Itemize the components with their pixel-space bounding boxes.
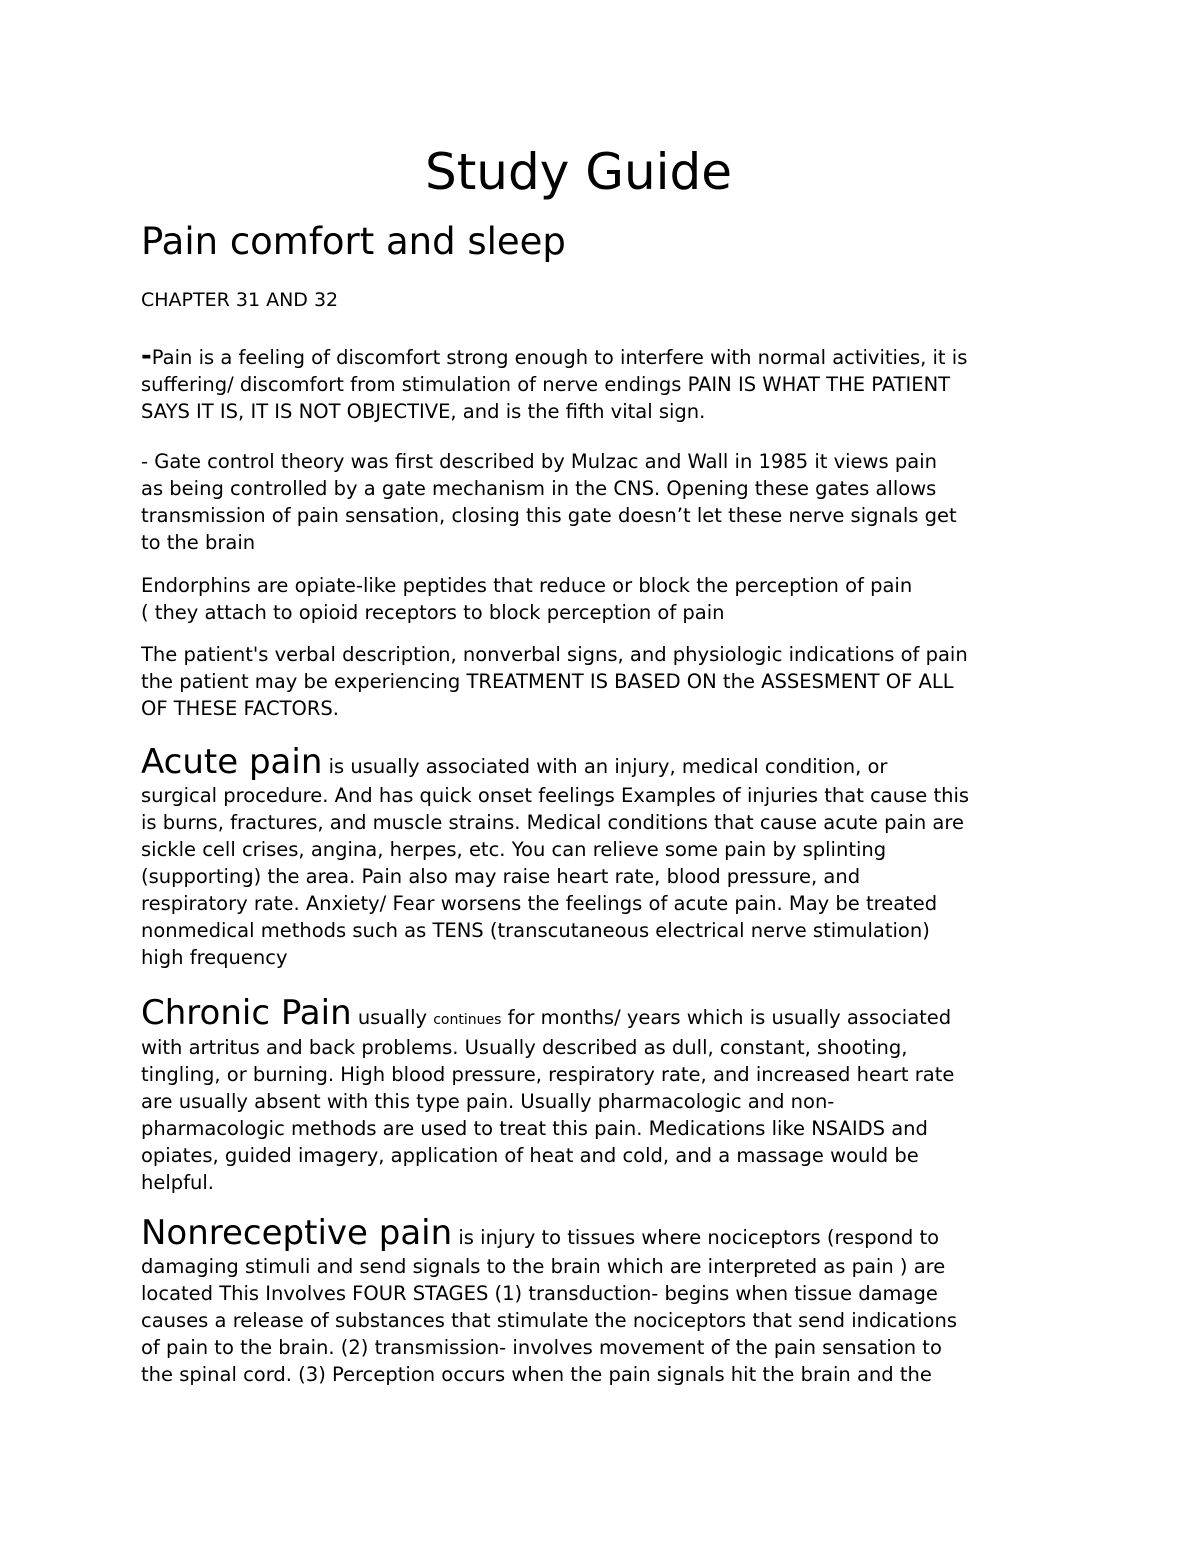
document-subtitle: Pain comfort and sleep bbox=[141, 220, 566, 263]
nonreceptive-pain-paragraph bbox=[141, 1213, 1061, 1388]
chronic-pain-term: Chronic Pain bbox=[141, 993, 352, 1033]
text-line: with artritus and back problems. Usually described as dull, constant, shooting, bbox=[141, 1036, 908, 1059]
text-line: causes a release of substances that stimulate the nociceptors that send indications bbox=[141, 1309, 957, 1332]
text-line: SAYS IT IS, IT IS NOT OBJECTIVE, and is the fifth vital sign. bbox=[141, 400, 706, 423]
endorphins-paragraph bbox=[141, 572, 1061, 626]
text-line: sickle cell crises, angina, herpes, etc. You can relieve some pain by splinting bbox=[141, 838, 887, 861]
text-line: located This Involves FOUR STAGES (1) transduction- begins when tissue damage bbox=[141, 1282, 938, 1305]
text-line: helpful. bbox=[141, 1171, 214, 1194]
text-line: Nonreceptive pain is injury to tissues where nociceptors (respond to bbox=[141, 1213, 940, 1253]
acute-pain-term: Acute pain bbox=[141, 742, 323, 782]
text-line: respiratory rate. Anxiety/ Fear worsens the feelings of acute pain. May be treated bbox=[141, 892, 938, 915]
text-line: ( they attach to opioid receptors to block perception of pain bbox=[141, 601, 725, 624]
text-line: the spinal cord. (3) Perception occurs when the pain signals hit the brain and the bbox=[141, 1363, 932, 1386]
text-line: OF THESE FACTORS. bbox=[141, 697, 339, 720]
text-line: Endorphins are opiate-like peptides that reduce or block the perception of pain bbox=[141, 574, 913, 597]
text-line: to the brain bbox=[141, 531, 256, 554]
pain-definition-paragraph bbox=[141, 341, 1061, 425]
text-line: are usually absent with this type pain. Usually pharmacologic and non- bbox=[141, 1090, 835, 1113]
document-title: Study Guide bbox=[424, 143, 733, 201]
assessment-paragraph bbox=[141, 641, 1061, 722]
text-line: of pain to the brain. (2) transmission- involves movement of the pain sensation to bbox=[141, 1336, 942, 1359]
text-line: surgical procedure. And has quick onset feelings Examples of injuries that cause this bbox=[141, 784, 970, 807]
chapter-heading: CHAPTER 31 AND 32 bbox=[141, 289, 339, 311]
text-line: as being controlled by a gate mechanism in the CNS. Opening these gates allows bbox=[141, 477, 937, 500]
text-line: opiates, guided imagery, application of heat and cold, and a massage would be bbox=[141, 1144, 919, 1167]
text-line: - Gate control theory was first described by Mulzac and Wall in 1985 it views pain bbox=[141, 450, 937, 473]
text-line: is burns, fractures, and muscle strains. Medical conditions that cause acute pain are bbox=[141, 811, 964, 834]
text-line: high frequency bbox=[141, 946, 288, 969]
text-line: -Pain is a feeling of discomfort strong enough to interfere with normal activities, it is bbox=[141, 341, 968, 371]
text-line: the patient may be experiencing TREATMENT IS BASED ON the ASSESMENT OF ALL bbox=[141, 670, 954, 693]
bullet-dash: - bbox=[141, 341, 152, 371]
text-line: transmission of pain sensation, closing this gate doesn’t let these nerve signals get bbox=[141, 504, 957, 527]
gate-control-paragraph bbox=[141, 448, 1061, 556]
text-line: suffering/ discomfort from stimulation of nerve endings PAIN IS WHAT THE PATIENT bbox=[141, 373, 951, 396]
text-line: tingling, or burning. High blood pressure, respiratory rate, and increased heart rate bbox=[141, 1063, 955, 1086]
text-line: nonmedical methods such as TENS (transcutaneous electrical nerve stimulation) bbox=[141, 919, 930, 942]
nonreceptive-pain-term: Nonreceptive pain bbox=[141, 1213, 453, 1253]
text-line: pharmacologic methods are used to treat this pain. Medications like NSAIDS and bbox=[141, 1117, 928, 1140]
text-line: The patient's verbal description, nonverbal signs, and physiologic indications of pain bbox=[141, 643, 968, 666]
text-line: Acute pain is usually associated with an injury, medical condition, or bbox=[141, 742, 888, 782]
chronic-pain-paragraph bbox=[141, 993, 1061, 1196]
text-line: Chronic Pain usually continues for months/ years which is usually associated bbox=[141, 993, 952, 1033]
text-line: (supporting) the area. Pain also may raise heart rate, blood pressure, and bbox=[141, 865, 861, 888]
text-line: damaging stimuli and send signals to the brain which are interpreted as pain ) are bbox=[141, 1255, 946, 1278]
acute-pain-paragraph bbox=[141, 742, 1061, 971]
